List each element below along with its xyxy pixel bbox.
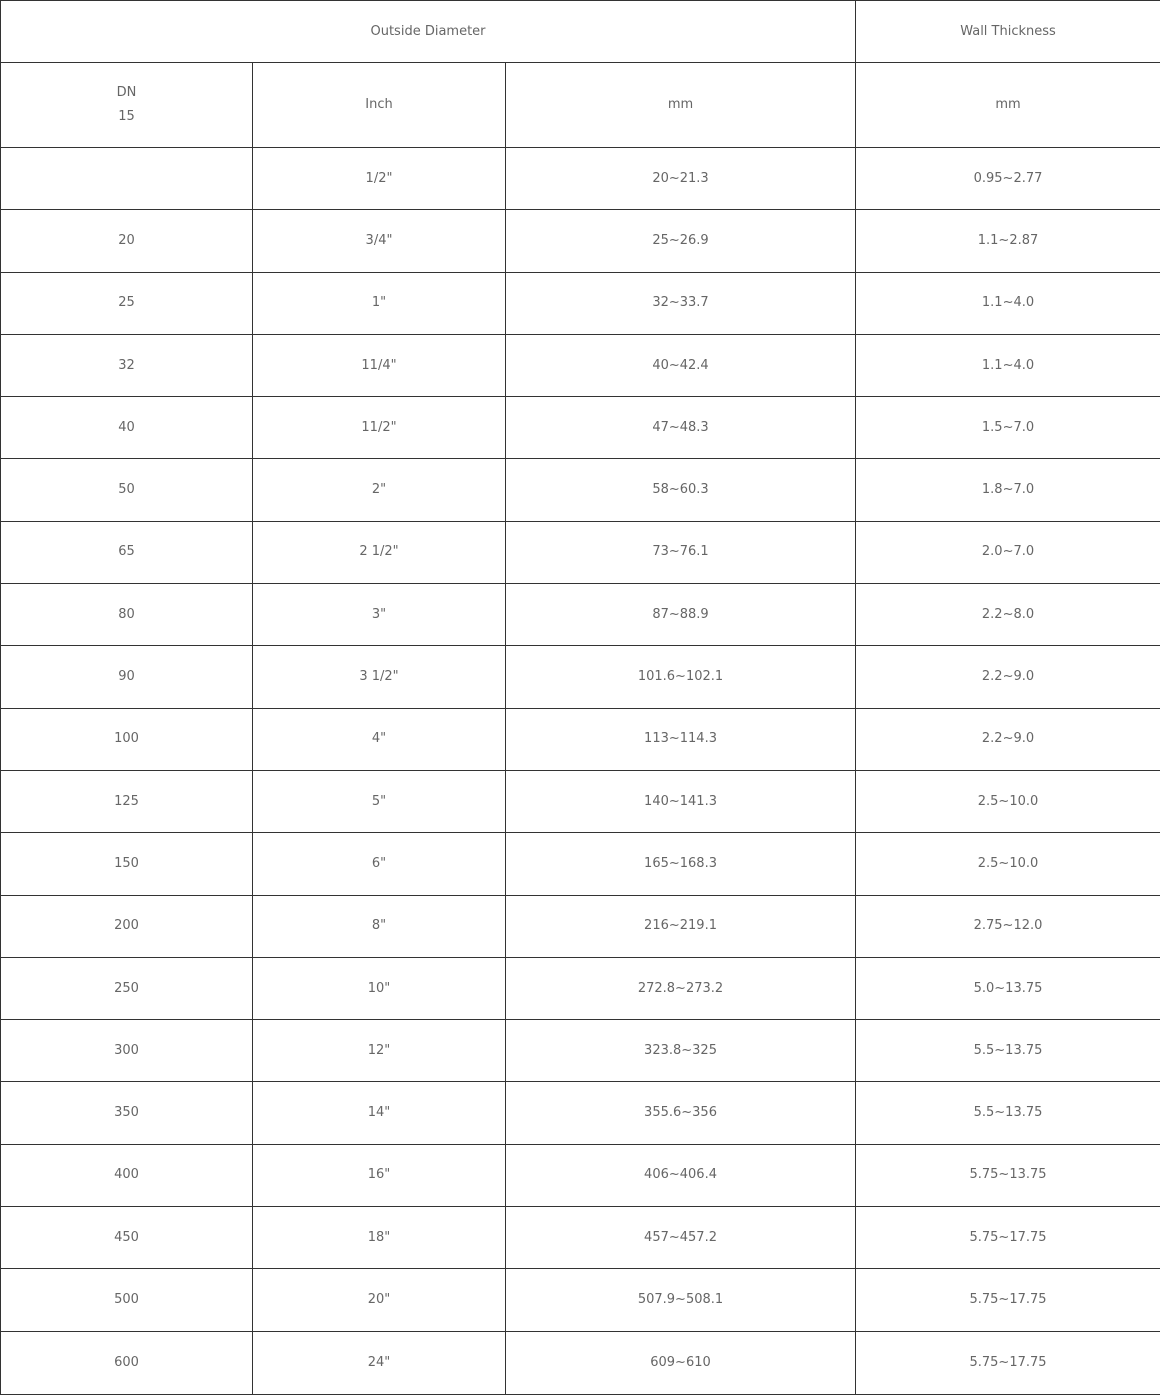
- od-mm-cell: 457~457.2: [506, 1207, 856, 1269]
- wt-mm-cell: 1.5~7.0: [856, 397, 1160, 459]
- header-row-units: [1, 63, 1160, 148]
- od-mm-cell: 25~26.9: [506, 210, 856, 272]
- dn-cell: 125: [1, 770, 253, 832]
- od-mm-cell: 609~610: [506, 1331, 856, 1394]
- dn-cell: 400: [1, 1144, 253, 1206]
- dn-first-value: 15: [118, 109, 135, 124]
- table-row: [1, 1082, 1160, 1144]
- dn-cell: 25: [1, 272, 253, 334]
- od-mm-cell: 58~60.3: [506, 459, 856, 521]
- table-row: [1, 833, 1160, 895]
- od-mm-cell: 507.9~508.1: [506, 1269, 856, 1331]
- inch-header: Inch: [253, 63, 506, 148]
- wt-mm-cell: 1.8~7.0: [856, 459, 1160, 521]
- inch-cell: 10": [253, 957, 506, 1019]
- od-mm-cell: 406~406.4: [506, 1144, 856, 1206]
- table-row: [1, 1144, 1160, 1206]
- od-mm-cell: 165~168.3: [506, 833, 856, 895]
- od-mm-cell: 73~76.1: [506, 521, 856, 583]
- dn-cell: [1, 148, 253, 210]
- dn-cell: 250: [1, 957, 253, 1019]
- inch-cell: 11/2": [253, 397, 506, 459]
- od-mm-cell: 355.6~356: [506, 1082, 856, 1144]
- inch-cell: 16": [253, 1144, 506, 1206]
- dn-cell: 200: [1, 895, 253, 957]
- dn-cell: 80: [1, 584, 253, 646]
- dn-cell: 300: [1, 1020, 253, 1082]
- dn-cell: 65: [1, 521, 253, 583]
- wt-mm-cell: 2.5~10.0: [856, 833, 1160, 895]
- table-row: [1, 957, 1160, 1019]
- inch-cell: 1": [253, 272, 506, 334]
- inch-cell: 3/4": [253, 210, 506, 272]
- dn-cell: 100: [1, 708, 253, 770]
- od-mm-cell: 87~88.9: [506, 584, 856, 646]
- od-mm-cell: 113~114.3: [506, 708, 856, 770]
- wall-thickness-header: Wall Thickness: [856, 1, 1160, 63]
- wt-mm-cell: 5.5~13.75: [856, 1020, 1160, 1082]
- table-row: [1, 459, 1160, 521]
- inch-cell: 4": [253, 708, 506, 770]
- inch-cell: 2 1/2": [253, 521, 506, 583]
- inch-cell: 20": [253, 1269, 506, 1331]
- od-mm-cell: 216~219.1: [506, 895, 856, 957]
- inch-cell: 1/2": [253, 148, 506, 210]
- table-row: [1, 1020, 1160, 1082]
- wt-mm-cell: 2.2~9.0: [856, 708, 1160, 770]
- inch-cell: 12": [253, 1020, 506, 1082]
- table-row: [1, 272, 1160, 334]
- inch-cell: 3": [253, 584, 506, 646]
- dn-header-cell: [1, 63, 253, 148]
- table-row: [1, 646, 1160, 708]
- od-mm-cell: 101.6~102.1: [506, 646, 856, 708]
- dn-cell: 20: [1, 210, 253, 272]
- inch-cell: 14": [253, 1082, 506, 1144]
- header-row-groups: [1, 1, 1160, 63]
- wt-mm-cell: 5.75~17.75: [856, 1207, 1160, 1269]
- dn-header-label: DN: [116, 85, 137, 100]
- outside-diameter-header: Outside Diameter: [1, 1, 856, 63]
- wt-mm-cell: 1.1~2.87: [856, 210, 1160, 272]
- wt-mm-cell: 0.95~2.77: [856, 148, 1160, 210]
- table-row: [1, 397, 1160, 459]
- inch-cell: 8": [253, 895, 506, 957]
- od-mm-cell: 40~42.4: [506, 334, 856, 396]
- od-mm-cell: 32~33.7: [506, 272, 856, 334]
- table-row: [1, 895, 1160, 957]
- wt-mm-cell: 5.0~13.75: [856, 957, 1160, 1019]
- spec-table-body: [1, 1, 1160, 1395]
- inch-cell: 2": [253, 459, 506, 521]
- table-row: [1, 584, 1160, 646]
- wt-mm-cell: 5.75~17.75: [856, 1269, 1160, 1331]
- dn-cell: 50: [1, 459, 253, 521]
- od-mm-cell: 323.8~325: [506, 1020, 856, 1082]
- dn-cell: 600: [1, 1331, 253, 1394]
- wt-mm-cell: 5.5~13.75: [856, 1082, 1160, 1144]
- dn-cell: 90: [1, 646, 253, 708]
- wt-mm-cell: 2.2~8.0: [856, 584, 1160, 646]
- table-row: [1, 521, 1160, 583]
- dn-cell: 150: [1, 833, 253, 895]
- od-mm-cell: 272.8~273.2: [506, 957, 856, 1019]
- wt-mm-header: mm: [856, 63, 1160, 148]
- dn-cell: 32: [1, 334, 253, 396]
- inch-cell: 5": [253, 770, 506, 832]
- wt-mm-cell: 2.0~7.0: [856, 521, 1160, 583]
- dn-cell: 450: [1, 1207, 253, 1269]
- table-row: [1, 148, 1160, 210]
- table-row: [1, 210, 1160, 272]
- table-row: [1, 334, 1160, 396]
- inch-cell: 24": [253, 1331, 506, 1394]
- inch-cell: 11/4": [253, 334, 506, 396]
- od-mm-cell: 20~21.3: [506, 148, 856, 210]
- wt-mm-cell: 5.75~17.75: [856, 1331, 1160, 1394]
- table-row: [1, 1207, 1160, 1269]
- table-row: [1, 708, 1160, 770]
- wt-mm-cell: 1.1~4.0: [856, 334, 1160, 396]
- wt-mm-cell: 2.75~12.0: [856, 895, 1160, 957]
- od-mm-cell: 47~48.3: [506, 397, 856, 459]
- dn-cell: 40: [1, 397, 253, 459]
- inch-cell: 6": [253, 833, 506, 895]
- wt-mm-cell: 5.75~13.75: [856, 1144, 1160, 1206]
- wt-mm-cell: 2.5~10.0: [856, 770, 1160, 832]
- table-row: [1, 1331, 1160, 1394]
- wt-mm-cell: 2.2~9.0: [856, 646, 1160, 708]
- inch-cell: 18": [253, 1207, 506, 1269]
- inch-cell: 3 1/2": [253, 646, 506, 708]
- dn-cell: 500: [1, 1269, 253, 1331]
- table-row: [1, 1269, 1160, 1331]
- od-mm-header: mm: [506, 63, 856, 148]
- dn-cell: 350: [1, 1082, 253, 1144]
- table-row: [1, 770, 1160, 832]
- wt-mm-cell: 1.1~4.0: [856, 272, 1160, 334]
- od-mm-cell: 140~141.3: [506, 770, 856, 832]
